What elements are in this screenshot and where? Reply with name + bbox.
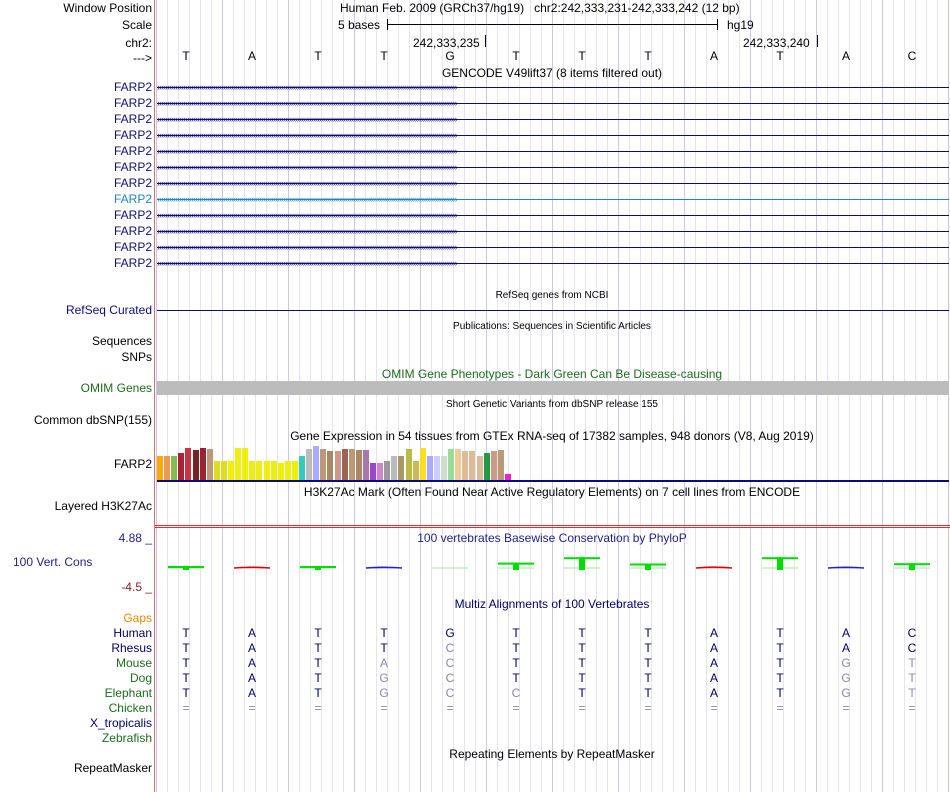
repeatmasker-label[interactable]: RepeatMasker bbox=[73, 761, 152, 775]
aligned-base: C bbox=[445, 686, 455, 700]
gencode-gene-label[interactable]: FARP2 bbox=[113, 80, 152, 94]
gtex-tissue-bar[interactable] bbox=[249, 461, 255, 480]
gencode-gene-feature[interactable] bbox=[157, 83, 949, 92]
gencode-track-title[interactable]: GENCODE V49lift37 (8 items filtered out) bbox=[441, 66, 663, 80]
aligned-base: A bbox=[709, 686, 718, 700]
species-label[interactable]: Chicken bbox=[108, 701, 152, 715]
refseq-label[interactable]: RefSeq Curated bbox=[65, 303, 152, 317]
gencode-gene-feature[interactable] bbox=[157, 227, 949, 236]
gencode-gene-feature[interactable] bbox=[157, 179, 949, 188]
aligned-base: T bbox=[512, 626, 520, 640]
omim-label[interactable]: OMIM Genes bbox=[80, 381, 152, 395]
reference-base: T bbox=[776, 49, 784, 63]
aligned-base: G bbox=[841, 686, 851, 700]
aligned-base: A bbox=[841, 626, 850, 640]
reference-base: T bbox=[644, 49, 652, 63]
aligned-base: T bbox=[776, 656, 784, 670]
species-label[interactable]: Dog bbox=[129, 671, 152, 685]
strand-chevrons: ›››››››››››››››››››››››››››››››››››››››››››››››››››››››››››››››››››››››››››››››››››››››››››››››››››››››››››››››››››››››››››››››››››››››››››››››››››››› bbox=[157, 211, 457, 220]
gencode-gene-feature[interactable] bbox=[157, 131, 949, 140]
reference-sequence bbox=[0, 49, 950, 63]
phylop-base-score[interactable] bbox=[234, 567, 270, 568]
gtex-tissue-bar[interactable] bbox=[214, 461, 220, 480]
phylop-base-score[interactable] bbox=[498, 563, 534, 570]
gaps-label[interactable]: Gaps bbox=[123, 611, 152, 625]
aligned-base: T bbox=[314, 686, 322, 700]
aligned-base: T bbox=[776, 686, 784, 700]
reference-base: T bbox=[182, 49, 190, 63]
aligned-base: T bbox=[908, 671, 916, 685]
strand-chevrons: ›››››››››››››››››››››››››››››››››››››››››››››››››››››››››››››››››››››››››››››››››››››››››››››››››››››››››››››››››››››››››››››››››››››››››››››››››››››› bbox=[157, 131, 457, 140]
scale-bar-left-tick bbox=[387, 19, 388, 30]
aligned-base: T bbox=[380, 641, 388, 655]
aligned-base: G bbox=[841, 656, 851, 670]
aligned-base: G bbox=[379, 686, 389, 700]
aligned-base: T bbox=[314, 626, 322, 640]
gencode-gene-feature[interactable] bbox=[157, 99, 949, 108]
species-label[interactable]: Zebrafish bbox=[101, 731, 152, 745]
phylop-base-score[interactable] bbox=[828, 567, 864, 568]
gtex-gene-line bbox=[157, 480, 949, 482]
aligned-base: T bbox=[314, 671, 322, 685]
refseq-gene-line[interactable] bbox=[157, 310, 949, 311]
gencode-gene-feature[interactable] bbox=[157, 147, 949, 156]
gtex-tissue-bar[interactable] bbox=[477, 456, 483, 480]
gtex-tissue-bar[interactable] bbox=[434, 456, 440, 480]
aligned-base: T bbox=[314, 656, 322, 670]
snps-label[interactable]: SNPs bbox=[121, 350, 152, 364]
aligned-base: T bbox=[578, 641, 586, 655]
gtex-tissue-bar[interactable] bbox=[171, 456, 177, 480]
refseq-track-title[interactable]: RefSeq genes from NCBI bbox=[495, 290, 609, 301]
aligned-base: T bbox=[644, 686, 652, 700]
strand-chevrons: ›››››››››››››››››››››››››››››››››››››››››››››››››››››››››››››››››››››››››››››››››››››››››››››››››››››››››››››››››››››››››››››››››››››››››››››››››››››› bbox=[157, 227, 457, 236]
gtex-tissue-bar[interactable] bbox=[377, 463, 383, 480]
phylop-label[interactable]: 100 Vert. Cons bbox=[13, 555, 93, 569]
strand-chevrons: ›››››››››››››››››››››››››››››››››››››››››››››››››››››››››››››››››››››››››››››››››››››››››››››››››››››››››››››››››››››››››››››››››››››››››››››››››››››› bbox=[157, 163, 457, 172]
aligned-base: T bbox=[578, 686, 586, 700]
gtex-track-title[interactable]: Gene Expression in 54 tissues from GTEx RNA-seq of 17382 samples, 948 donors (V8, Aug 2019) bbox=[290, 429, 814, 443]
gtex-tissue-bar[interactable] bbox=[455, 449, 461, 480]
aligned-base: A bbox=[841, 641, 850, 655]
omim-track-title[interactable]: OMIM Gene Phenotypes - Dark Green Can Be Disease-causing bbox=[381, 367, 723, 381]
gencode-gene-label[interactable]: FARP2 bbox=[113, 256, 152, 270]
aligned-base: A bbox=[247, 656, 256, 670]
aligned-base: T bbox=[578, 626, 586, 640]
aligned-base: T bbox=[182, 641, 190, 655]
reference-base: A bbox=[709, 49, 718, 63]
aligned-base: T bbox=[314, 641, 322, 655]
phylop-conservation-plot[interactable] bbox=[157, 545, 949, 585]
gtex-tissue-bar[interactable] bbox=[498, 450, 504, 480]
window-position-label: Window Position bbox=[63, 1, 152, 15]
gtex-tissue-bar[interactable] bbox=[370, 463, 376, 480]
gtex-tissue-bar[interactable] bbox=[207, 449, 213, 480]
aligned-base: T bbox=[182, 626, 190, 640]
aligned-base: A bbox=[247, 641, 256, 655]
gtex-tissue-bar[interactable] bbox=[193, 450, 199, 480]
phylop-base-score[interactable] bbox=[894, 563, 930, 570]
strand-chevrons: ›››››››››››››››››››››››››››››››››››››››››››››››››››››››››››››››››››››››››››››››››››››››››››››››››››››››››››››››››››››››››››››››››››››››››››››››››››››› bbox=[157, 83, 457, 92]
aligned-base: T bbox=[776, 626, 784, 640]
gtex-tissue-bar[interactable] bbox=[313, 446, 319, 480]
aligned-base: G bbox=[841, 671, 851, 685]
position-tick-2: 242,333,240 bbox=[743, 36, 810, 50]
phylop-max-label: 4.88 _ bbox=[118, 531, 152, 545]
position-tick-1-mark bbox=[485, 35, 486, 47]
aligned-base: T bbox=[776, 671, 784, 685]
gtex-tissue-bar[interactable] bbox=[228, 461, 234, 480]
gtex-tissue-bar[interactable] bbox=[264, 461, 270, 480]
sequences-label[interactable]: Sequences bbox=[91, 334, 152, 348]
chrom-label: chr2: bbox=[125, 36, 152, 50]
aligned-base: = bbox=[248, 701, 256, 715]
aligned-base: G bbox=[445, 626, 455, 640]
aligned-base: T bbox=[380, 626, 388, 640]
gencode-gene-feature[interactable] bbox=[157, 115, 949, 124]
scale-bar bbox=[387, 24, 718, 25]
gtex-tissue-bar[interactable] bbox=[221, 461, 227, 480]
aligned-base: A bbox=[709, 656, 718, 670]
gencode-gene-label[interactable]: FARP2 bbox=[113, 160, 152, 174]
gtex-tissue-bar[interactable] bbox=[157, 456, 163, 480]
gtex-tissue-bar[interactable] bbox=[342, 449, 348, 480]
reference-base: G bbox=[445, 49, 455, 63]
aligned-base: = bbox=[644, 701, 652, 715]
species-label[interactable]: Elephant bbox=[104, 686, 152, 700]
species-label[interactable]: Rhesus bbox=[111, 641, 152, 655]
position-tick-1: 242,333,235 bbox=[413, 36, 480, 50]
aligned-base: = bbox=[380, 701, 388, 715]
gtex-tissue-bar[interactable] bbox=[178, 453, 184, 480]
gtex-tissue-bar[interactable] bbox=[441, 456, 447, 480]
gtex-tissue-bar[interactable] bbox=[299, 456, 305, 480]
reference-base: A bbox=[247, 49, 256, 63]
aligned-base: A bbox=[709, 671, 718, 685]
gencode-gene-label[interactable]: FARP2 bbox=[113, 240, 152, 254]
reference-base: T bbox=[578, 49, 586, 63]
publications-track-title[interactable]: Publications: Sequences in Scientific Articles bbox=[453, 321, 651, 332]
aligned-base: T bbox=[182, 686, 190, 700]
scale-label: Scale bbox=[121, 18, 152, 32]
gencode-gene-feature[interactable] bbox=[157, 243, 949, 252]
track-separator bbox=[154, 0, 155, 792]
scale-value: 5 bases bbox=[338, 18, 381, 32]
gtex-tissue-bar[interactable] bbox=[349, 449, 355, 480]
gtex-tissue-bar[interactable] bbox=[448, 449, 454, 480]
strand-chevrons: ›››››››››››››››››››››››››››››››››››››››››››››››››››››››››››››››››››››››››››››››››››››››››››››››››››››››››››››››››››››››››››››››››››››››››››››››››››››› bbox=[157, 115, 457, 124]
aligned-base: = bbox=[776, 701, 784, 715]
phylop-track-title[interactable]: 100 vertebrates Basewise Conservation by PhyloP bbox=[417, 531, 687, 545]
aligned-base: T bbox=[908, 686, 916, 700]
gtex-tissue-bar[interactable] bbox=[285, 461, 291, 480]
phylop-base-score[interactable] bbox=[630, 564, 666, 571]
aligned-base: A bbox=[709, 626, 718, 640]
aligned-base: C bbox=[445, 671, 455, 685]
species-label[interactable]: X_tropicalis bbox=[89, 716, 152, 730]
h3k27ac-label[interactable]: Layered H3K27Ac bbox=[54, 499, 152, 513]
gencode-gene-feature[interactable] bbox=[157, 195, 949, 204]
gencode-gene-label[interactable]: FARP2 bbox=[113, 144, 152, 158]
h3k27ac-red-line bbox=[155, 525, 950, 526]
aligned-base: T bbox=[182, 671, 190, 685]
multiz-track-title[interactable]: Multiz Alignments of 100 Vertebrates bbox=[454, 597, 650, 611]
dbsnp-label[interactable]: Common dbSNP(155) bbox=[33, 413, 152, 427]
gtex-tissue-bar[interactable] bbox=[256, 461, 262, 480]
aligned-base: C bbox=[907, 641, 917, 655]
gtex-tissue-bar[interactable] bbox=[271, 461, 277, 480]
h3k27ac-track-title[interactable]: H3K27Ac Mark (Often Found Near Active Regulatory Elements) on 7 cell lines from ENCODE bbox=[303, 485, 801, 499]
reference-base: T bbox=[380, 49, 388, 63]
aligned-base: G bbox=[379, 671, 389, 685]
gencode-gene-label[interactable]: FARP2 bbox=[113, 128, 152, 142]
aligned-base: T bbox=[512, 656, 520, 670]
gencode-gene-label[interactable]: FARP2 bbox=[113, 192, 152, 206]
gtex-tissue-bar[interactable] bbox=[413, 461, 419, 480]
gencode-gene-label[interactable]: FARP2 bbox=[113, 176, 152, 190]
aligned-base: A bbox=[379, 656, 388, 670]
gtex-tissue-bar[interactable] bbox=[469, 451, 475, 480]
gtex-tissue-bar[interactable] bbox=[356, 450, 362, 480]
aligned-base: T bbox=[908, 656, 916, 670]
species-label[interactable]: Human bbox=[113, 626, 152, 640]
strand-chevrons: ›››››››››››››››››››››››››››››››››››››››››››››››››››››››››››››››››››››››››››››››››››››››››››››››››››››››››››››››››››››››››››››››››››››››››››››››››››››› bbox=[157, 243, 457, 252]
aligned-base: T bbox=[644, 641, 652, 655]
strand-chevrons: ›››››››››››››››››››››››››››››››››››››››››››››››››››››››››››››››››››››››››››››››››››››››››››››››››››››››››››››››››››››››››››››››››››››››››››››››››››››› bbox=[157, 259, 457, 268]
scale-assembly: hg19 bbox=[727, 18, 754, 32]
gtex-tissue-bar[interactable] bbox=[278, 463, 284, 480]
phylop-base-score[interactable] bbox=[564, 557, 600, 570]
aligned-base: = bbox=[710, 701, 718, 715]
position-tick-2-mark bbox=[817, 35, 818, 47]
gtex-tissue-bar[interactable] bbox=[484, 453, 490, 480]
gtex-tissue-bar[interactable] bbox=[406, 449, 412, 480]
gtex-tissue-bar[interactable] bbox=[200, 448, 206, 480]
aligned-base: T bbox=[512, 671, 520, 685]
gtex-tissue-bar[interactable] bbox=[491, 451, 497, 480]
phylop-base-score[interactable] bbox=[366, 567, 402, 568]
gtex-label[interactable]: FARP2 bbox=[113, 457, 152, 471]
gtex-tissue-bar[interactable] bbox=[242, 448, 248, 480]
aligned-base: C bbox=[445, 641, 455, 655]
gtex-tissue-bar[interactable] bbox=[363, 450, 369, 480]
h3k27ac-red-line-2 bbox=[155, 527, 950, 528]
aligned-base: T bbox=[644, 656, 652, 670]
strand-chevrons: ›››››››››››››››››››››››››››››››››››››››››››››››››››››››››››››››››››››››››››››››››››››››››››››››››››››››››››››››››››››››››››››››››››››››››››››››››››››› bbox=[157, 99, 457, 108]
aligned-base: T bbox=[776, 641, 784, 655]
gtex-tissue-bar[interactable] bbox=[235, 448, 241, 480]
aligned-base: = bbox=[314, 701, 322, 715]
gtex-tissue-bar[interactable] bbox=[391, 456, 397, 480]
species-label[interactable]: Mouse bbox=[115, 656, 152, 670]
gtex-tissue-bar[interactable] bbox=[462, 451, 468, 480]
aligned-base: C bbox=[445, 656, 455, 670]
gtex-tissue-bar[interactable] bbox=[384, 461, 390, 480]
aligned-base: = bbox=[446, 701, 454, 715]
strand-chevrons: ›››››››››››››››››››››››››››››››››››››››››››››››››››››››››››››››››››››››››››››››››››››››››››››››››››››››››››››››››››››››››››››››››››››››››››››››››››››› bbox=[157, 147, 457, 156]
gtex-tissue-bar[interactable] bbox=[327, 451, 333, 480]
reference-base: T bbox=[512, 49, 520, 63]
gtex-tissue-bar[interactable] bbox=[185, 448, 191, 480]
repeatmasker-track-title[interactable]: Repeating Elements by RepeatMasker bbox=[449, 747, 655, 761]
phylop-base-score[interactable] bbox=[696, 567, 732, 568]
phylop-base-score[interactable] bbox=[762, 557, 798, 570]
aligned-base: A bbox=[247, 671, 256, 685]
gtex-tissue-bar[interactable] bbox=[420, 448, 426, 480]
scale-bar-right-tick bbox=[717, 19, 718, 30]
aligned-base: = bbox=[182, 701, 190, 715]
gtex-tissue-bar[interactable] bbox=[335, 451, 341, 480]
aligned-base: A bbox=[709, 641, 718, 655]
aligned-base: T bbox=[578, 656, 586, 670]
gencode-gene-feature[interactable] bbox=[157, 211, 949, 220]
window-position-value: Human Feb. 2009 (GRCh37/hg19) chr2:242,333,231-242,333,242 (12 bp) bbox=[340, 1, 740, 15]
aligned-base: C bbox=[907, 626, 917, 640]
reference-base: T bbox=[314, 49, 322, 63]
reference-base: C bbox=[907, 49, 917, 63]
gtex-bar-chart[interactable] bbox=[157, 445, 949, 480]
gtex-tissue-bar[interactable] bbox=[306, 449, 312, 480]
strand-chevrons: ›››››››››››››››››››››››››››››››››››››››››››››››››››››››››››››››››››››››››››››››››››››››››››››››››››››››››››››››››››››››››››››››››››››››››››››››››››››› bbox=[157, 179, 457, 188]
gencode-gene-label[interactable]: FARP2 bbox=[113, 224, 152, 238]
aligned-base: = bbox=[578, 701, 586, 715]
dbsnp-track-title[interactable]: Short Genetic Variants from dbSNP release 155 bbox=[446, 399, 658, 410]
reference-base: A bbox=[841, 49, 850, 63]
strand-label: ---> bbox=[133, 51, 152, 65]
gencode-gene-label[interactable]: FARP2 bbox=[113, 208, 152, 222]
gencode-gene-feature[interactable] bbox=[157, 259, 949, 268]
gtex-tissue-bar[interactable] bbox=[164, 456, 170, 480]
gtex-tissue-bar[interactable] bbox=[398, 456, 404, 480]
aligned-base: = bbox=[842, 701, 850, 715]
gencode-gene-feature[interactable] bbox=[157, 163, 949, 172]
gencode-gene-label[interactable]: FARP2 bbox=[113, 112, 152, 126]
aligned-base: T bbox=[182, 656, 190, 670]
phylop-base-score[interactable] bbox=[300, 566, 336, 570]
aligned-base: A bbox=[247, 686, 256, 700]
omim-phenotype-bar[interactable] bbox=[157, 381, 949, 395]
aligned-base: T bbox=[578, 671, 586, 685]
gencode-gene-label[interactable]: FARP2 bbox=[113, 96, 152, 110]
aligned-base: = bbox=[908, 701, 916, 715]
gtex-tissue-bar[interactable] bbox=[320, 449, 326, 480]
aligned-base: T bbox=[512, 641, 520, 655]
gtex-tissue-bar[interactable] bbox=[427, 456, 433, 480]
phylop-min-label: -4.5 _ bbox=[121, 580, 152, 594]
phylop-base-score[interactable] bbox=[168, 566, 204, 570]
aligned-base: C bbox=[511, 686, 521, 700]
aligned-base: T bbox=[644, 626, 652, 640]
aligned-base: A bbox=[247, 626, 256, 640]
aligned-base: = bbox=[512, 701, 520, 715]
gtex-tissue-bar[interactable] bbox=[292, 461, 298, 480]
aligned-base: T bbox=[644, 671, 652, 685]
strand-chevrons: ›››››››››››››››››››››››››››››››››››››››››››››››››››››››››››››››››››››››››››››››››››››››››››››››››››››››››››››››››››››››››››››››››››››››››››››››››››››› bbox=[157, 195, 457, 204]
